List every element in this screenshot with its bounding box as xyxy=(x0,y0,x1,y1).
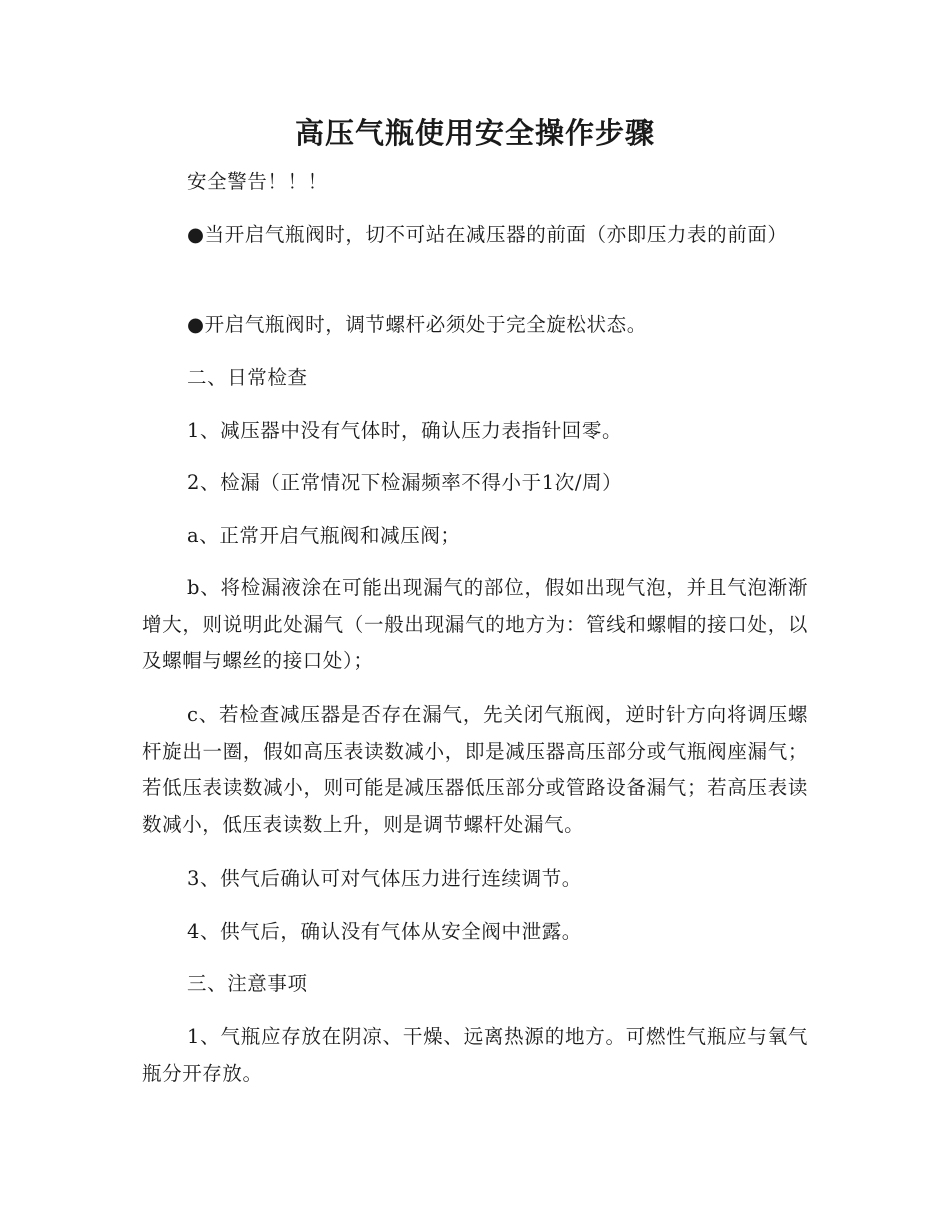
paragraph-check-4: 4、供气后，确认没有气体从安全阀中泄露。 xyxy=(187,920,582,943)
document-title: 高压气瓶使用安全操作步骤 xyxy=(294,116,655,150)
paragraph-check-2: 2、检漏（正常情况下检漏频率不得小于1次/周） xyxy=(187,471,623,494)
paragraph-check-2b: b、将检漏液涂在可能出现漏气的部位，假如出现气泡，并且气泡渐渐增大，则说明此处漏气（一般出现漏气的地方为：管线和螺帽的接口处，以及螺帽与螺丝的接口处）； xyxy=(142,576,808,672)
paragraph-warning-1: ●当开启气瓶阀时，切不可站在减压器的前面（亦即压力表的前面） xyxy=(187,223,788,246)
paragraph-check-3: 3、供气后确认可对气体压力进行连续调节。 xyxy=(187,867,582,890)
paragraph-precaution-1: 1、气瓶应存放在阴凉、干燥、远离热源的地方。可燃性气瓶应与氧气瓶分开存放。 xyxy=(142,1025,808,1085)
paragraph-warning-2: ●开启气瓶阀时，调节螺杆必须处于完全旋松状态。 xyxy=(187,313,647,336)
paragraph-check-2a: a、正常开启气瓶阀和减压阀； xyxy=(187,524,461,547)
section-heading-precautions: 三、注意事项 xyxy=(187,972,308,995)
paragraph-check-2c: c、若检查减压器是否存在漏气，先关闭气瓶阀，逆时针方向将调压螺杆旋出一圈，假如高压表读数减小，即是减压器高压部分或气瓶阀座漏气；若低压表读数减小，则可能是减压器低压部分或管路设备漏气；若高压表读数减小，低压表读数上升，则是调节螺杆处漏气。 xyxy=(142,703,808,836)
section-heading-daily-check: 二、日常检查 xyxy=(187,366,308,389)
paragraph-check-1: 1、减压器中没有气体时，确认压力表指针回零。 xyxy=(187,419,623,442)
paragraph-safety-warning: 安全警告！！！ xyxy=(187,170,328,193)
